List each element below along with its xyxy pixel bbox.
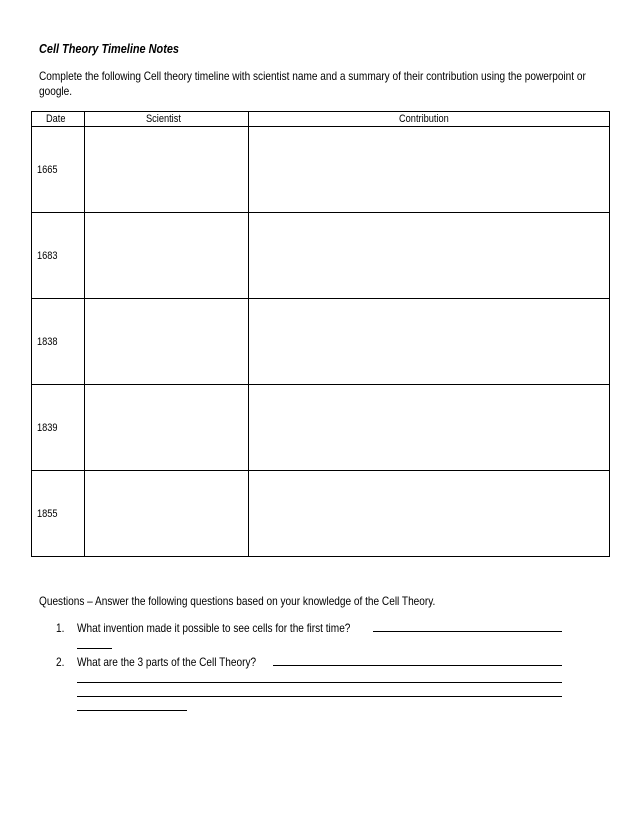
header-scientist: [85, 112, 249, 127]
contribution-cell[interactable]: [249, 471, 610, 557]
date-value: 1683: [37, 249, 58, 262]
date-cell: [32, 471, 85, 557]
table-header-row: [32, 112, 610, 127]
header-contribution: [249, 112, 610, 127]
scientist-cell[interactable]: [85, 299, 249, 385]
header-date: [32, 112, 85, 127]
timeline-table: [31, 111, 610, 557]
question-text: What invention made it possible to see cells for the first time?: [77, 621, 351, 635]
date-value: 1838: [37, 335, 58, 348]
instructions-text-2: google.: [39, 84, 73, 98]
answer-line[interactable]: [77, 710, 187, 711]
scientist-cell[interactable]: [85, 471, 249, 557]
answer-line[interactable]: [373, 631, 562, 632]
date-value: 1855: [37, 507, 58, 520]
table-row: [32, 213, 610, 299]
worksheet-title-text: Cell Theory Timeline Notes: [39, 41, 179, 56]
contribution-cell[interactable]: [249, 127, 610, 213]
answer-line[interactable]: [273, 665, 562, 666]
answer-line[interactable]: [77, 682, 562, 683]
question-2-text: [77, 655, 290, 669]
contribution-cell[interactable]: [249, 299, 610, 385]
header-contribution-label: Contribution: [399, 113, 450, 125]
table-row: [32, 471, 610, 557]
instructions-text-1: Complete the following Cell theory timeline with scientist name and a summary of their contribution using the powerpoint or: [39, 69, 586, 83]
date-value: 1839: [37, 421, 58, 434]
date-cell: [32, 213, 85, 299]
scientist-cell[interactable]: [85, 127, 249, 213]
date-cell: [32, 127, 85, 213]
contribution-cell[interactable]: [249, 385, 610, 471]
instructions-line-1: [39, 69, 638, 83]
question-1-text: [77, 621, 402, 635]
date-cell: [32, 299, 85, 385]
table-row: [32, 385, 610, 471]
instructions-line-2: [39, 84, 78, 98]
answer-line[interactable]: [77, 648, 112, 649]
question-number-text: 2.: [56, 655, 65, 669]
questions-heading-text: Questions – Answer the following questions based on your knowledge of the Cell Theory.: [39, 594, 436, 608]
answer-line[interactable]: [77, 696, 562, 697]
table-row: [32, 299, 610, 385]
header-date-label: Date: [46, 113, 66, 125]
date-value: 1665: [37, 163, 58, 176]
questions-heading: [39, 594, 511, 608]
header-scientist-label: Scientist: [145, 113, 181, 125]
date-cell: [32, 385, 85, 471]
worksheet-title: [39, 41, 206, 56]
question-1-number: [56, 621, 66, 635]
scientist-cell[interactable]: [85, 213, 249, 299]
question-number-text: 1.: [56, 621, 65, 635]
question-2-number: [56, 655, 66, 669]
scientist-cell[interactable]: [85, 385, 249, 471]
contribution-cell[interactable]: [249, 213, 610, 299]
table-row: [32, 127, 610, 213]
question-text: What are the 3 parts of the Cell Theory?: [77, 655, 257, 669]
